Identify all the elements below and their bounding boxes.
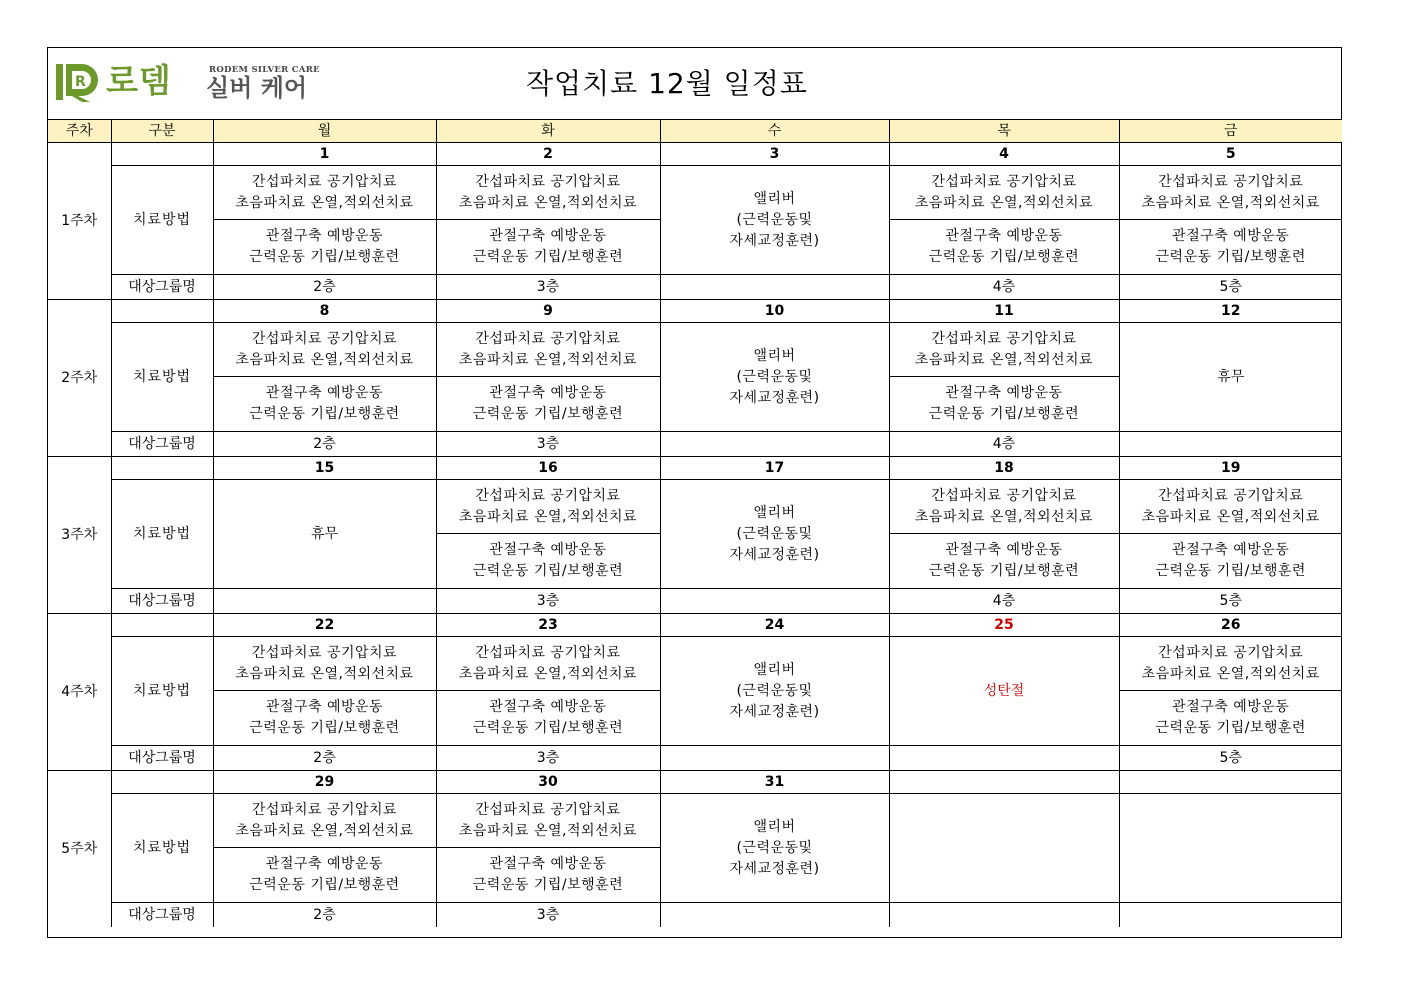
therapy-cell-fri [1119, 637, 1342, 691]
date-cell: 9 [436, 300, 660, 323]
therapy-line: 초음파치료 온열,적외선치료 [235, 665, 414, 682]
holiday-cell: 휴무 [1119, 323, 1342, 432]
week-label: 3주차 [48, 457, 111, 614]
category-blank [111, 457, 213, 480]
therapy-line: 관절구축 예방운동 [1172, 228, 1290, 244]
group-cell [1119, 432, 1342, 457]
therapy-line: 초음파치료 온열,적외선치료 [458, 351, 638, 368]
therapy-line: 초음파치료 온열,적외선치료 [235, 822, 414, 839]
date-cell: 15 [213, 457, 436, 480]
therapy-line: 자세교정훈련) [729, 546, 820, 563]
date-cell: 25 [889, 614, 1119, 637]
group-cell [889, 746, 1119, 771]
therapy-line: 간섭파치료 공기압치료 [931, 173, 1077, 190]
group-label: 대상그룹명 [111, 275, 213, 300]
therapy-cell-thu [889, 480, 1119, 534]
brand-subtitle: 실버 케어 [206, 74, 308, 102]
svg-text:R: R [75, 74, 86, 90]
therapy-cell-wed [660, 323, 889, 432]
therapy-line: 관절구축 예방운동 [1172, 699, 1290, 715]
therapy-line: 관절구축 예방운동 [265, 699, 384, 715]
therapy-line: 간섭파치료 공기압치료 [475, 487, 621, 504]
therapy-line: 앨리버 [753, 504, 796, 521]
date-cell [889, 771, 1119, 794]
group-cell [1119, 903, 1342, 928]
therapy-cell-mon [213, 220, 436, 275]
therapy-cell-wed [660, 480, 889, 589]
therapy-cell-thu [889, 166, 1119, 220]
therapy-line: 관절구축 예방운동 [945, 228, 1063, 244]
date-cell: 19 [1119, 457, 1342, 480]
date-cell: 31 [660, 771, 889, 794]
week-label: 5주차 [48, 771, 111, 928]
therapy-line: (근력운동및 [736, 525, 813, 542]
therapy-cell-thu [889, 534, 1119, 589]
therapy-line: 앨리버 [753, 818, 796, 835]
therapy-line: 관절구축 예방운동 [1172, 542, 1290, 558]
therapy-line: 근력운동 기립/보행훈련 [472, 406, 624, 422]
week-label: 4주차 [48, 614, 111, 771]
therapy-cell-tue [436, 848, 660, 903]
therapy-cell-tue [436, 691, 660, 746]
category-blank [111, 771, 213, 794]
date-cell: 24 [660, 614, 889, 637]
therapy-cell-fri [1119, 220, 1342, 275]
date-cell: 3 [660, 143, 889, 166]
group-cell: 3층 [436, 746, 660, 771]
therapy-line: 간섭파치료 공기압치료 [251, 801, 398, 818]
therapy-cell-thu [889, 377, 1119, 432]
method-label: 치료방법 [111, 323, 213, 432]
therapy-line: 간섭파치료 공기압치료 [251, 330, 398, 347]
therapy-cell-fri [1119, 166, 1342, 220]
header-day-tue: 화 [436, 120, 660, 143]
therapy-line: 초음파치료 온열,적외선치료 [914, 194, 1094, 211]
therapy-cell-tue [436, 534, 660, 589]
therapy-line: 관절구축 예방운동 [489, 228, 607, 244]
group-cell [660, 275, 889, 300]
method-label: 치료방법 [111, 166, 213, 275]
therapy-line: 관절구축 예방운동 [489, 856, 607, 872]
therapy-cell-fri [1119, 691, 1342, 746]
date-cell: 2 [436, 143, 660, 166]
brand-name-ko: 로뎀 [106, 61, 172, 100]
therapy-line: 관절구축 예방운동 [489, 699, 607, 715]
category-blank [111, 143, 213, 166]
date-cell: 4 [889, 143, 1119, 166]
therapy-line: 초음파치료 온열,적외선치료 [458, 508, 638, 525]
group-cell: 4층 [889, 589, 1119, 614]
group-cell [213, 589, 436, 614]
therapy-cell-thu [889, 323, 1119, 377]
group-cell: 5층 [1119, 275, 1342, 300]
therapy-line: 근력운동 기립/보행훈련 [249, 877, 400, 893]
date-cell [1119, 771, 1342, 794]
therapy-line: 근력운동 기립/보행훈련 [928, 406, 1080, 422]
therapy-line: 간섭파치료 공기압치료 [475, 173, 621, 190]
date-cell: 1 [213, 143, 436, 166]
therapy-line: (근력운동및 [736, 211, 813, 228]
therapy-line: 초음파치료 온열,적외선치료 [1141, 508, 1320, 525]
group-cell: 2층 [213, 275, 436, 300]
christmas-cell: 성탄절 [889, 637, 1119, 746]
therapy-cell-tue [436, 480, 660, 534]
group-cell [660, 746, 889, 771]
therapy-line: 간섭파치료 공기압치료 [1158, 173, 1304, 190]
therapy-line: 관절구축 예방운동 [489, 385, 607, 401]
group-cell [889, 903, 1119, 928]
group-label: 대상그룹명 [111, 432, 213, 457]
group-cell: 3층 [436, 275, 660, 300]
date-cell: 10 [660, 300, 889, 323]
therapy-cell-mon [213, 323, 436, 377]
date-cell: 23 [436, 614, 660, 637]
therapy-line: 앨리버 [753, 661, 796, 678]
empty-cell [889, 794, 1119, 903]
group-cell: 3층 [436, 432, 660, 457]
therapy-cell-thu [889, 220, 1119, 275]
group-cell: 4층 [889, 275, 1119, 300]
therapy-line: 근력운동 기립/보행훈련 [1155, 720, 1306, 736]
header-category: 구분 [111, 120, 213, 143]
group-cell: 3층 [436, 589, 660, 614]
therapy-line: 근력운동 기립/보행훈련 [249, 406, 400, 422]
therapy-line: 관절구축 예방운동 [945, 385, 1063, 401]
therapy-line: 근력운동 기립/보행훈련 [249, 720, 400, 736]
therapy-line: 자세교정훈련) [729, 860, 820, 877]
date-cell: 18 [889, 457, 1119, 480]
therapy-line: 자세교정훈련) [729, 703, 820, 720]
header-day-fri: 금 [1119, 120, 1342, 143]
therapy-line: 근력운동 기립/보행훈련 [928, 563, 1080, 579]
group-cell [660, 903, 889, 928]
method-label: 치료방법 [111, 794, 213, 903]
therapy-cell-tue [436, 377, 660, 432]
group-label: 대상그룹명 [111, 589, 213, 614]
therapy-line: 앨리버 [753, 347, 796, 364]
therapy-line: 관절구축 예방운동 [265, 385, 384, 401]
schedule-sheet [47, 47, 1342, 938]
therapy-line: 근력운동 기립/보행훈련 [1155, 249, 1306, 265]
therapy-line: 초음파치료 온열,적외선치료 [1141, 665, 1320, 682]
date-cell: 5 [1119, 143, 1342, 166]
therapy-line: 초음파치료 온열,적외선치료 [235, 351, 414, 368]
therapy-cell-mon [213, 377, 436, 432]
therapy-line: 근력운동 기립/보행훈련 [928, 249, 1080, 265]
therapy-line: 관절구축 예방운동 [945, 542, 1063, 558]
therapy-cell-mon [213, 637, 436, 691]
therapy-line: 근력운동 기립/보행훈련 [249, 249, 400, 265]
brand-name-en: RODEM SILVER CARE [209, 65, 320, 75]
header-week: 주차 [48, 120, 111, 143]
therapy-line: 간섭파치료 공기압치료 [475, 330, 621, 347]
therapy-line: 초음파치료 온열,적외선치료 [458, 194, 638, 211]
group-cell: 2층 [213, 746, 436, 771]
therapy-line: 근력운동 기립/보행훈련 [472, 877, 624, 893]
therapy-line: (근력운동및 [736, 368, 813, 385]
therapy-line: 관절구축 예방운동 [265, 856, 384, 872]
date-cell: 17 [660, 457, 889, 480]
date-cell: 29 [213, 771, 436, 794]
therapy-line: 초음파치료 온열,적외선치료 [458, 822, 638, 839]
date-cell: 26 [1119, 614, 1342, 637]
therapy-line: 간섭파치료 공기압치료 [251, 644, 398, 661]
therapy-cell-wed [660, 794, 889, 903]
therapy-cell-wed [660, 166, 889, 275]
date-cell: 30 [436, 771, 660, 794]
therapy-line: 간섭파치료 공기압치료 [931, 330, 1077, 347]
therapy-line: 자세교정훈련) [729, 232, 820, 249]
category-blank [111, 300, 213, 323]
date-cell: 16 [436, 457, 660, 480]
therapy-line: 근력운동 기립/보행훈련 [472, 720, 624, 736]
therapy-line: 근력운동 기립/보행훈련 [1155, 563, 1306, 579]
therapy-cell-tue [436, 166, 660, 220]
date-cell: 11 [889, 300, 1119, 323]
therapy-line: 초음파치료 온열,적외선치료 [235, 194, 414, 211]
therapy-line: 간섭파치료 공기압치료 [1158, 487, 1304, 504]
therapy-line: 간섭파치료 공기압치료 [251, 173, 398, 190]
group-label: 대상그룹명 [111, 903, 213, 928]
date-cell: 22 [213, 614, 436, 637]
therapy-line: 간섭파치료 공기압치료 [1158, 644, 1304, 661]
therapy-line: 간섭파치료 공기압치료 [475, 644, 621, 661]
therapy-line: 간섭파치료 공기압치료 [475, 801, 621, 818]
group-cell: 5층 [1119, 746, 1342, 771]
method-label: 치료방법 [111, 637, 213, 746]
header-day-wed: 수 [660, 120, 889, 143]
group-cell: 5층 [1119, 589, 1342, 614]
therapy-line: (근력운동및 [736, 839, 813, 856]
therapy-line: 근력운동 기립/보행훈련 [472, 563, 624, 579]
header-day-thu: 목 [889, 120, 1119, 143]
therapy-line: 초음파치료 온열,적외선치료 [914, 351, 1094, 368]
rodem-logo-icon [56, 62, 102, 102]
group-label: 대상그룹명 [111, 746, 213, 771]
therapy-cell-wed [660, 637, 889, 746]
date-cell: 8 [213, 300, 436, 323]
therapy-line: 근력운동 기립/보행훈련 [472, 249, 624, 265]
group-cell: 2층 [213, 903, 436, 928]
therapy-cell-tue [436, 637, 660, 691]
therapy-line: 자세교정훈련) [729, 389, 820, 406]
group-cell: 3층 [436, 903, 660, 928]
page-title: 작업치료 12월 일정표 [526, 67, 808, 100]
therapy-line: 초음파치료 온열,적외선치료 [1141, 194, 1320, 211]
category-blank [111, 614, 213, 637]
therapy-line: 관절구축 예방운동 [489, 542, 607, 558]
group-cell: 4층 [889, 432, 1119, 457]
therapy-line: 앨리버 [753, 190, 796, 207]
therapy-cell-tue [436, 794, 660, 848]
group-cell [660, 432, 889, 457]
therapy-cell-mon [213, 794, 436, 848]
therapy-cell-tue [436, 323, 660, 377]
therapy-line: 간섭파치료 공기압치료 [931, 487, 1077, 504]
therapy-cell-fri [1119, 534, 1342, 589]
title-row [48, 48, 1341, 120]
therapy-line: 초음파치료 온열,적외선치료 [458, 665, 638, 682]
therapy-cell-tue [436, 220, 660, 275]
therapy-cell-mon [213, 848, 436, 903]
therapy-line: (근력운동및 [736, 682, 813, 699]
week-label: 1주차 [48, 143, 111, 300]
week-label: 2주차 [48, 300, 111, 457]
therapy-cell-fri [1119, 480, 1342, 534]
therapy-cell-mon [213, 691, 436, 746]
group-cell [660, 589, 889, 614]
date-cell: 12 [1119, 300, 1342, 323]
group-cell: 2층 [213, 432, 436, 457]
empty-cell [1119, 794, 1342, 903]
therapy-line: 관절구축 예방운동 [265, 228, 384, 244]
schedule-table [48, 120, 1342, 927]
therapy-line: 초음파치료 온열,적외선치료 [914, 508, 1094, 525]
holiday-cell: 휴무 [213, 480, 436, 589]
method-label: 치료방법 [111, 480, 213, 589]
header-day-mon: 월 [213, 120, 436, 143]
therapy-cell-mon [213, 166, 436, 220]
